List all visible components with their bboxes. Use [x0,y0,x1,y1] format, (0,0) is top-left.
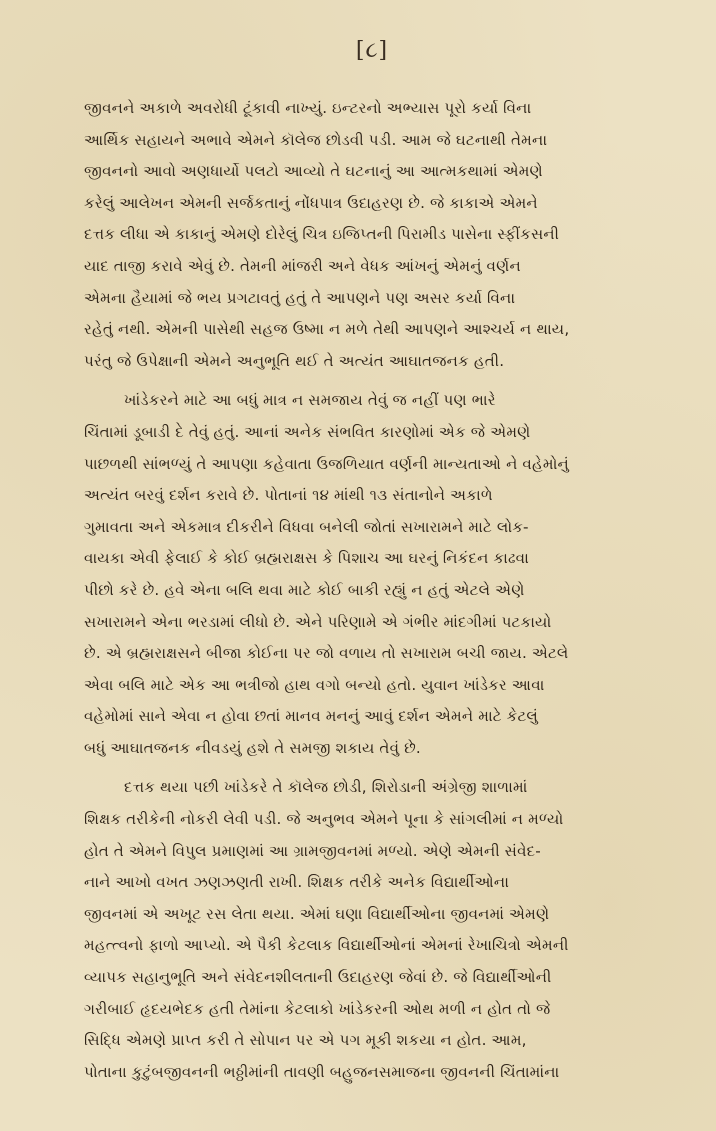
text-line: પીછો કરે છે. હવે એના બલિ થવા માટે કોઈ બાકી રહ્યું ન હતું એટલે એણે [84,580,525,599]
text-line: સખારામને એના ભરડામાં લીધો છે. એને પરિણામે એ ગંભીર માંદગીમાં પટકાયો [84,612,552,631]
text-line: રહેતું નથી. એમની પાસેથી સહજ ઉષ્મા ન મળે તેથી આપણને આશ્ચર્ય ન થાય, [84,320,570,339]
text-line: પોતાના કુટુંબજીવનની ભઠ્ઠીમાંની તાવણી બહુજનસમાજના જીવનની ચિંતામાંના [84,1062,560,1081]
text-line: યાદ તાજી કરાવે એવું છે. તેમની માંજરી અને વેધક આંખનું એમનું વર્ણન [84,256,521,275]
text-line: પાછળથી સાંભળ્યું તે આપણા કહેવાતા ઉજળિયાત વર્ણની માન્યતાઓ ને વહેમોનું [84,454,569,473]
text-line: એમના હૈયામાં જે ભય પ્રગટાવતું હતું તે આપણને પણ અસર કર્યા વિના [84,288,516,307]
text-line: હોત તે એમને વિપુલ પ્રમાણમાં આ ગ્રામજીવનમાં મળ્યો. એણે એમની સંવેદ- [84,841,541,860]
text-line: ગરીબાઈ હૃદયભેદક હતી તેમાંના કેટલાકો ખાંડેકરની ઓથ મળી ન હોત તો જે [84,999,551,1018]
text-line: ખાંડેકરને માટે આ બધું માત્ર ન સમજાય તેવું જ નહીં પણ ભારે [124,391,496,410]
text-line: વાયકા એવી ફેલાઈ કે કોઈ બ્રહ્મરાક્ષસ કે પિશાચ આ ઘરનું નિકંદન કાઢવા [84,549,529,568]
text-line: મહત્ત્વનો ફાળો આપ્યો. એ પૈકી કેટલાક વિદ્યાર્થીઓનાં એમનાં રેખાચિત્રો એમની [84,936,569,955]
text-line: પરંતુ જે ઉપેક્ષાની એમને અનુભૂતિ થઈ તે અત્યંત આઘાતજનક હતી. [84,351,505,370]
paragraph-3 [84,772,660,1088]
text-line: વ્યાપક સહાનુભૂતિ અને સંવેદનશીલતાની ઉદાહરણ જેવાં છે. જે વિદ્યાર્થીઓની [84,968,552,987]
text-line: સિદ્ધિ એમણે પ્રાપ્ત કરી તે સોપાન પર એ પગ મૂકી શકયા ન હોત. આમ, [84,1031,527,1050]
text-line: વહેમોમાં સાને એવા ન હોવા છતાં માનવ મનનું આવું દર્શન એમને માટે કેટલું [84,707,538,726]
page-number: [૮] [355,38,389,63]
text-line: ચિંતામાં ડૂબાડી દે તેવું હતું. આનાં અનેક સંભવિત કારણોમાં એક જે એમણે [84,422,531,441]
text-line: નાને આખો વખત ઝણઝણતી રાખી. શિક્ષક તરીકે અનેક વિદ્યાર્થીઓના [84,873,510,892]
text-line: એવા બલિ માટે એક આ ભત્રીજો હાથ વગો બન્યો હતો. યુવાન ખાંડેકર આવા [84,675,545,694]
text-line: અત્યંત બરવું દર્શન કરાવે છે. પોતાનાં ૧૪ માંથી ૧૩ સંતાનોને અકાળે [84,486,493,505]
text-line: કરેલું આલેખન એમની સર્જકતાનું નોંધપાત્ર ઉદાહરણ છે. જે કાકાએ એમને [84,193,538,212]
text-line: શિક્ષક તરીકેની નોકરી લેવી પડી. જે અનુભવ એમને પૂના કે સાંગલીમાં ન મળ્યો [84,810,564,829]
text-line: જીવનમાં એ અખૂટ રસ લેતા થયા. એમાં ઘણા વિદ્યાર્થીઓના જીવનમાં એમણે [84,904,550,923]
text-line: દત્તક થયા પછી ખાંડેકરે તે કૉલેજ છોડી, શિરોડાની અંગ્રેજી શાળામાં [124,778,528,797]
text-line: બધું આઘાતજનક નીવડયું હશે તે સમજી શકાય તેવું છે. [84,738,421,757]
text-line: આર્થિક સહાયને અભાવે એમને કૉલેજ છોડવી પડી. આમ જે ઘટનાથી તેમના [84,130,548,149]
paragraph-1 [84,93,660,377]
text-line: જીવનને અકાળે અવરોધી ટૂંકાવી નાખ્યું. ઇન્ટરનો અભ્યાસ પૂરો કર્યા વિના [84,99,532,117]
text-line: છે. એ બ્રહ્મરાક્ષસને બીજા કોઈના પર જો વળાય તો સખારામ બચી જાય. એટલે [84,644,569,663]
text-line: જીવનનો આવો અણધાર્યો પલટો આવ્યો તે ઘટનાનું આ આત્મકથામાં એમણે [84,162,543,181]
text-line: દત્તક લીધા એ કાકાનું એમણે દોરેલું ચિત્ર ઇજિપ્તની પિરામીડ પાસેના સ્ફીંકસની [84,225,560,244]
text-line: ગુમાવતા અને એકમાત્ર દીકરીને વિધવા બનેલી જોતાં સખારામને માટે લોક- [84,517,529,536]
paragraph-2 [84,385,660,764]
